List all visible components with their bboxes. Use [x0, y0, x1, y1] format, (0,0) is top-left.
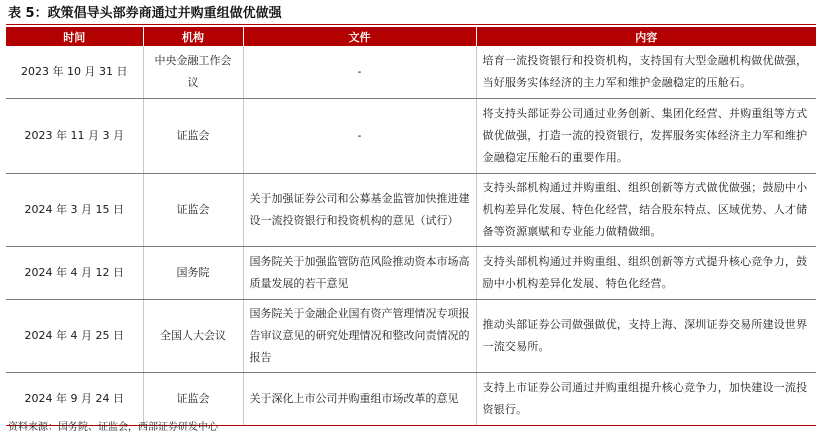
header-doc: 文件: [243, 27, 476, 46]
table-row: [6, 174, 816, 247]
table-row: [6, 46, 816, 99]
header-row: [6, 27, 816, 46]
header-content: 内容: [476, 27, 816, 46]
cell-date: 2024 年 4 月 12 日: [6, 247, 143, 300]
cell-doc: 国务院关于金融企业国有资产管理情况专项报告审议意见的研究处理情况和整改问责情况的报告: [243, 300, 476, 373]
policy-table: [6, 27, 816, 426]
cell-doc: 国务院关于加强监管防范风险推动资本市场高质量发展的若干意见: [243, 247, 476, 300]
cell-org: 证监会: [143, 174, 243, 247]
cell-doc: 关于深化上市公司并购重组市场改革的意见: [243, 373, 476, 426]
cell-org: 国务院: [143, 247, 243, 300]
title-rule: [6, 24, 816, 25]
source-note: 资料来源：国务院、证监会，西部证券研发中心: [8, 422, 218, 433]
cell-content: 支持头部机构通过并购重组、组织创新等方式做优做强；鼓励中小机构差异化发展、特色化经营，结合股东特点、区域优势、人才储备等资源禀赋和专业能力做精做细。: [476, 174, 816, 247]
cell-doc: -: [243, 99, 476, 174]
cell-org: 证监会: [143, 99, 243, 174]
cell-doc: -: [243, 46, 476, 99]
cell-org: 中央金融工作会议: [143, 46, 243, 99]
header-org: 机构: [143, 27, 243, 46]
cell-date: 2023 年 11 月 3 月: [6, 99, 143, 174]
cell-date: 2024 年 9 月 24 日: [6, 373, 143, 426]
cell-date: 2023 年 10 月 31 日: [6, 46, 143, 99]
cell-content: 培育一流投资银行和投资机构，支持国有大型金融机构做优做强，当好服务实体经济的主力军和维护金融稳定的压舱石。: [476, 46, 816, 99]
header-date: 时间: [6, 27, 143, 46]
table-row: [6, 247, 816, 300]
cell-content: 支持头部机构通过并购重组、组织创新等方式提升核心竞争力，鼓励中小机构差异化发展、特色化经营。: [476, 247, 816, 300]
cell-date: 2024 年 3 月 15 日: [6, 174, 143, 247]
cell-content: 将支持头部证券公司通过业务创新、集团化经营、并购重组等方式做优做强，打造一流的投资银行，发挥服务实体经济主力军和维护金融稳定压舱石的重要作用。: [476, 99, 816, 174]
table-row: [6, 99, 816, 174]
table-title: 表 5：政策倡导头部券商通过并购重组做优做强: [8, 6, 282, 21]
cell-doc: 关于加强证券公司和公募基金监管加快推进建设一流投资银行和投资机构的意见（试行）: [243, 174, 476, 247]
table-row: [6, 300, 816, 373]
cell-date: 2024 年 4 月 25 日: [6, 300, 143, 373]
cell-content: 支持上市证券公司通过并购重组提升核心竞争力，加快建设一流投资银行。: [476, 373, 816, 426]
cell-org: 证监会: [143, 373, 243, 426]
cell-org: 全国人大会议: [143, 300, 243, 373]
cell-content: 推动头部证券公司做强做优，支持上海、深圳证券交易所建设世界一流交易所。: [476, 300, 816, 373]
